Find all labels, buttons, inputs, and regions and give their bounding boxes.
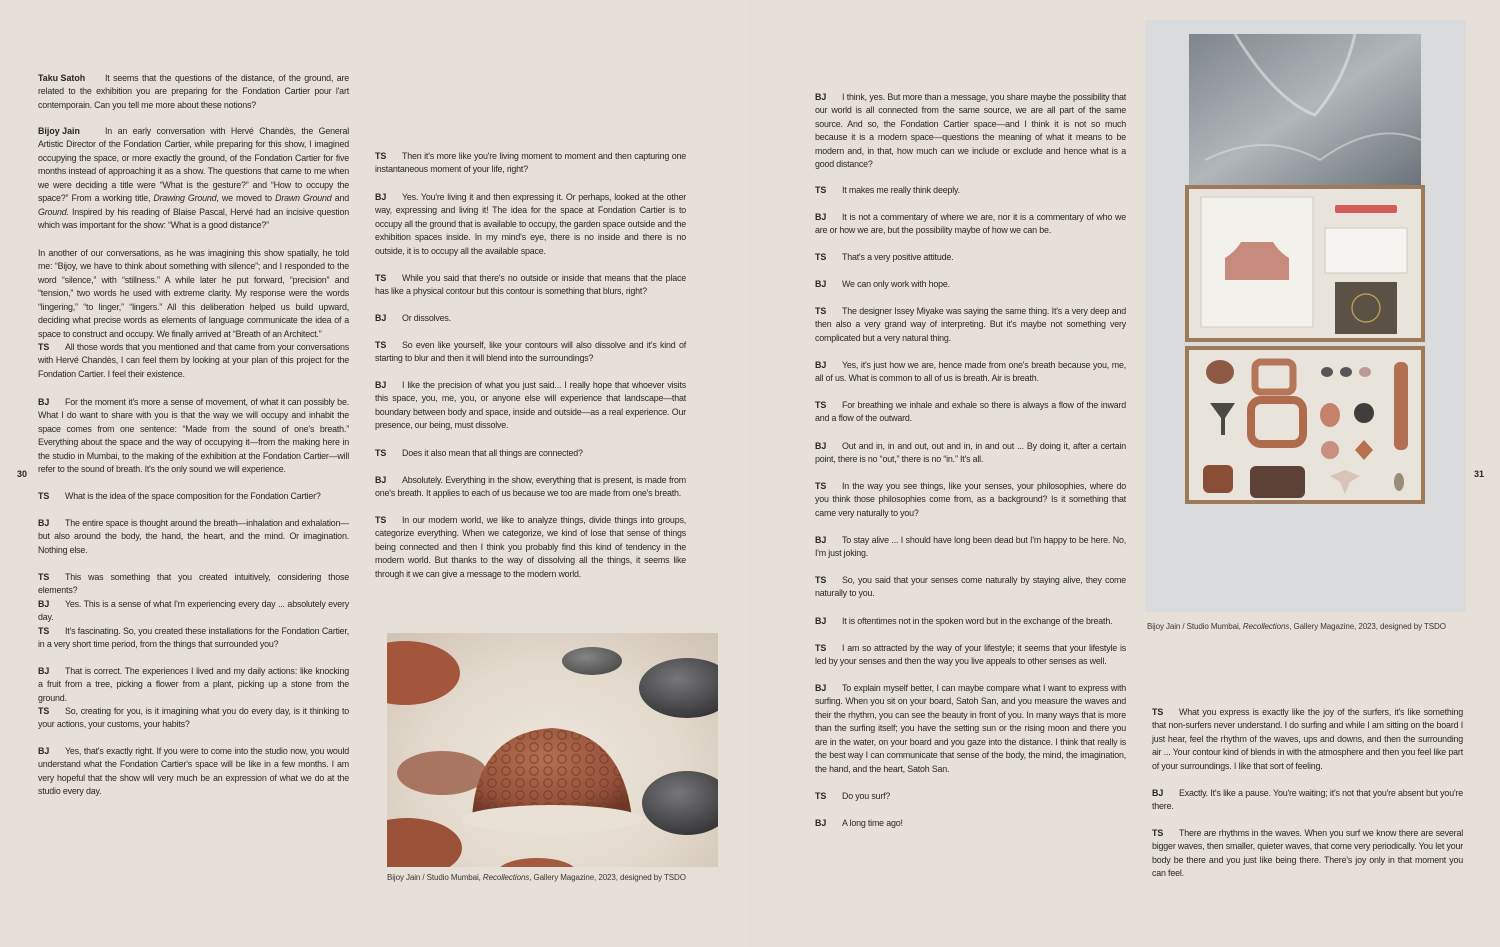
speaker-label: BJ	[38, 518, 50, 528]
speaker-label: BJ	[815, 818, 827, 828]
paragraph-text: So, you said that your senses come naturally by staying alive, they come naturally to you.	[815, 575, 1126, 599]
interview-paragraph	[38, 598, 349, 625]
speaker-label: BJ	[815, 360, 827, 370]
interview-paragraph	[815, 91, 1126, 172]
speaker-label: BJ	[375, 475, 387, 485]
paragraph-text: It is not a commentary of where we are, nor it is a commentary of who we are or how we are, but the possibility maybe of how we can be.	[815, 212, 1126, 236]
paragraph-text: In another of our conversations, as he was imagining this show spatially, he told me: “Bijoy, we have to think about something with silence”; and I responded to the word “silence,” with “stillness.” A while later he put forward, “precision” and “tension,” two words he used with extreme clarity. My response were the words “lingering,” “to linger,” “lingers.” All this deliberation helped us build upward, deciding what precise words as elements of language communicate the idea of a space to construct and occupy. We finally arrived at “Breath of an Architect.”	[38, 248, 349, 339]
paragraph-text: Yes. This is a sense of what I'm experiencing every day ... absolutely every day.	[38, 599, 349, 623]
interview-paragraph	[815, 251, 1126, 264]
speaker-label: BJ	[815, 441, 827, 451]
speaker-label: TS	[38, 491, 50, 501]
paragraph-text: A long time ago!	[842, 818, 903, 828]
paragraph-text: Exactly. It's like a pause. You're waiting; it's not that you're absent but you're there.	[1152, 788, 1463, 812]
interview-paragraph	[815, 359, 1126, 386]
interview-paragraph	[375, 150, 686, 177]
paragraph-text: In our modern world, we like to analyze things, divide things into groups, categorize everything. When we categorize, we kind of lose that sense of things being connected and then I think you probably find this kind of tendency in the modern world. But thanks to the way of dissolving all the things, it seems like through it we can give a message to the modern world.	[375, 515, 686, 579]
interview-paragraph	[815, 615, 1126, 628]
italic-title: Drawing Ground	[153, 193, 217, 204]
photo-clay-stones-in-sand	[387, 633, 718, 867]
speaker-label: BJ	[375, 380, 387, 390]
speaker-label: BJ	[375, 313, 387, 323]
paragraph-text: Does it also mean that all things are connected?	[402, 448, 583, 458]
speaker-label: TS	[815, 791, 827, 801]
caption-title: Recollections	[482, 873, 530, 882]
speaker-label: TS	[815, 575, 827, 585]
interview-paragraph	[375, 379, 686, 433]
paragraph-text: I am so attracted by the way of your lifestyle; it seems that your lifestyle is led by your senses and then the way you live appeals to other senses as well.	[815, 643, 1126, 667]
paragraph-text: Out and in, in and out, out and in, in and out ... By doing it, after a certain point, there is no “out,” there is no “in.” It's all.	[815, 441, 1126, 465]
paragraph-text: The entire space is thought around the breath—inhalation and exhalation—but also around the body, the hand, the heart, and the mind. Or imagination. Nothing else.	[38, 518, 349, 555]
paragraph-text: It is oftentimes not in the spoken word but in the exchange of the breath.	[842, 616, 1113, 626]
interview-paragraph	[375, 447, 686, 460]
paragraph-text: It makes me really think deeply.	[842, 185, 960, 195]
interview-paragraph	[815, 790, 1126, 803]
interview-paragraph	[375, 339, 686, 366]
paragraph-text: It's fascinating. So, you created these installations for the Fondation Cartier, in a very short time period, from the things that surrounded you?	[38, 626, 349, 650]
paragraph-text: That is correct. The experiences I lived and my daily actions: like knocking a fruit from a tree, picking a flower from a plant, picking up a stone from the ground.	[38, 666, 349, 703]
speaker-label: TS	[815, 481, 827, 491]
paragraph-text: This was something that you created intuitively, considering those elements?	[38, 572, 349, 596]
interview-paragraph	[38, 665, 349, 705]
interview-paragraph	[38, 396, 349, 477]
speaker-label: BJ	[38, 599, 50, 609]
interview-paragraph	[375, 191, 686, 258]
paragraph-text: The designer Issey Miyake was saying the same thing. It's a very deep and then also a very grand way of interpreting. But it's maybe not something very complicated but a very natural thing.	[815, 306, 1126, 343]
caption-details: , Gallery Magazine, 2023, designed by TSDO	[529, 873, 686, 882]
paragraph-text: Or dissolves.	[402, 313, 451, 323]
paragraph-text: That's a very positive attitude.	[842, 252, 954, 262]
interview-paragraph	[815, 399, 1126, 426]
page-number-right: 31	[1474, 469, 1485, 479]
interview-paragraph	[815, 184, 1126, 197]
paragraph-text: While you said that there's no outside or inside that means that the place has like a physical contour but this contour is something that blurs, right?	[375, 273, 686, 297]
paragraph-text: So, creating for you, is it imagining what you do every day, is it thinking to your actions, your customs, your habits?	[38, 706, 349, 730]
speaker-label: TS	[815, 400, 827, 410]
interview-paragraph	[375, 272, 686, 299]
paragraph-text: Absolutely. Everything in the show, everything that is present, is made from one's breath. It applies to each of us because we too are made from one's breath.	[375, 475, 686, 499]
interview-paragraph	[815, 642, 1126, 669]
interview-paragraph	[38, 341, 349, 381]
interview-paragraph	[815, 305, 1126, 345]
recollections-box-illustration	[1145, 20, 1466, 612]
interview-paragraph	[815, 534, 1126, 561]
speaker-label: BJ	[375, 192, 387, 202]
interview-paragraph	[815, 574, 1126, 601]
speaker-label: TS	[375, 151, 387, 161]
paragraph-text: Inspired by his reading of Blaise Pascal, Hervé had an incisive question which was important for the show: “What is a good distance?”	[38, 206, 349, 231]
paragraph-text: What is the idea of the space composition for the Fondation Cartier?	[65, 491, 321, 501]
interview-paragraph	[375, 474, 686, 501]
speaker-label: TS	[815, 306, 827, 316]
speaker-label: BJ	[815, 212, 827, 222]
paragraph-text: Do you surf?	[842, 791, 891, 801]
caption-title: Recollections	[1242, 622, 1290, 631]
paragraph-text: and	[331, 193, 349, 204]
speaker-label: TS	[815, 643, 827, 653]
interview-paragraph	[375, 514, 686, 581]
paragraph-text: To explain myself better, I can maybe compare what I want to express with surfing. When you sit on your board, Satoh San, and you measure the waves and their the rhythm, you can see the beauty in front of you. In many ways that is more than the surfing itself; you have the setting sun or the rising moon and there you are in the water, on your board and you gaze into the distance. I think that really is the best way I can communicate that sense of the body, the mind, the imagination, the hand, and the heart, Satoh San.	[815, 683, 1126, 774]
paragraph-text: All those words that you mentioned and that came from your conversations with Hervé Chandès, I can feel them by looking at your plan of this project for the Fondation Cartier. I feel their existence.	[38, 342, 349, 379]
paragraph-text: Then it's more like you're living moment to moment and then capturing one instantaneous moment of your life, right?	[375, 151, 686, 175]
interview-paragraph	[815, 278, 1126, 291]
paragraph-text: In an early conversation with Hervé Chandès, the General Artistic Director of the Fondation Cartier, while preparing for this show, I imagined occupying the space, or more exactly the ground, of the Fondation Cartier for five months instead of approaching it as a show. The questions that came to me when we were deciding a title were “What is the gesture?” and “How to occupy the space?” From a working title,	[38, 126, 349, 204]
speaker-label: TS	[375, 273, 387, 283]
speaker-label: TS	[375, 448, 387, 458]
speaker-label: TS	[1152, 707, 1164, 717]
speaker-label: TS	[375, 340, 387, 350]
interview-paragraph	[38, 247, 349, 341]
interview-paragraph	[375, 312, 686, 325]
interview-paragraph	[38, 490, 349, 503]
speaker-label: TS	[38, 572, 50, 582]
speaker-label: TS	[38, 626, 50, 636]
interview-paragraph	[815, 817, 1126, 830]
speaker-label: BJ	[1152, 788, 1164, 798]
interview-paragraph	[815, 211, 1126, 238]
paragraph-text: I like the precision of what you just said... I really hope that whoever visits this space, you, me, you, or anyone else will experience that landscape—that boundary between body and space, inside and outside—as a real experience. Our presence, our being, must dissolve.	[375, 380, 686, 431]
speaker-label: TS	[38, 706, 50, 716]
speaker-label: BJ	[38, 666, 50, 676]
interview-paragraph	[815, 480, 1126, 520]
speaker-label: BJ	[815, 92, 827, 102]
paragraph-text: I think, yes. But more than a message, you share maybe the possibility that our world is all connected from the same source, we are all part of the same source. And so, the Fondation Cartier space—and I think it is not so much because it is a modern space—questions the meaning of what it means to be modern and, in that, how much can we include or exclude and hence what is a good distance?	[815, 92, 1126, 170]
speaker-label: BJ	[815, 616, 827, 626]
interview-paragraph	[38, 72, 349, 112]
speaker-label: TS	[1152, 828, 1164, 838]
interview-paragraph	[38, 125, 349, 233]
interview-paragraph	[1152, 706, 1463, 773]
paragraph-text: It seems that the questions of the distance, of the ground, are related to the exhibition you are preparing for the Fondation Cartier pour l'art contemporain. Can you tell me more about these notions?	[38, 73, 349, 110]
speaker-label: Bijoy Jain	[38, 126, 80, 136]
clay-dome-illustration	[387, 633, 718, 867]
speaker-label: TS	[815, 252, 827, 262]
paragraph-text: Yes, that's exactly right. If you were to come into the studio now, you would understand what the Fondation Cartier's space will be like in a few months. I am very hopeful that the show will very much be an expression of what we do at the studio every day.	[38, 746, 349, 797]
speaker-label: TS	[815, 185, 827, 195]
paragraph-text: We can only work with hope.	[842, 279, 950, 289]
paragraph-text: In the way you see things, like your senses, your philosophies, where do you think those philosophies come from, as a background? Is it something that came very naturally to you?	[815, 481, 1126, 518]
speaker-label: BJ	[38, 746, 50, 756]
speaker-label: Taku Satoh	[38, 73, 86, 83]
caption-details: , Gallery Magazine, 2023, designed by TSDO	[1289, 622, 1446, 631]
speaker-label: BJ	[815, 683, 827, 693]
box-photo-caption	[1147, 622, 1446, 631]
interview-paragraph	[1152, 827, 1463, 881]
photo-recollections-box	[1145, 20, 1466, 612]
interview-paragraph	[38, 745, 349, 799]
italic-title: Drawn Ground	[275, 193, 332, 204]
speaker-label: BJ	[815, 279, 827, 289]
paragraph-text: , we moved to	[216, 193, 276, 204]
page-number-left: 30	[17, 469, 28, 479]
paragraph-text: For the moment it's more a sense of movement, of what it can possibly be. What I do want to share with you is that the way we will occupy and inhabit the space comes from one sentence: “Made from the sound of one's breath.” Everything about the space and the way of occupying it—from the making here in the studio in Mumbai, to the making of the exhibition at the Fondation Cartier—will refer to the sound of breath. It's the only sound we will experience.	[38, 397, 349, 475]
paragraph-text: For breathing we inhale and exhale so there is always a flow of the inward and a flow of the outward.	[815, 400, 1126, 424]
paragraph-text: There are rhythms in the waves. When you surf we know there are several bigger waves, then smaller, quieter waves, that come very periodically. You let your body be there and you just like being there. There's joy only in that moment you can feel.	[1152, 828, 1463, 879]
caption-credit: Bijoy Jain / Studio Mumbai,	[387, 873, 483, 882]
paragraph-text: Yes. You're living it and then expressing it. Or perhaps, looked at the other way, expressing and living it! The idea for the space at Fondation Cartier is to occupy all the ground that is available to occupy, the garden space outside and the exhibition spaces inside. In my mind's eye, there is no inside and there is no outside, it is to occupy all the available space.	[375, 192, 686, 256]
paragraph-text: To stay alive ... I should have long been dead but I'm happy to be here. No, I'm just joking.	[815, 535, 1126, 559]
interview-paragraph	[38, 571, 349, 598]
interview-paragraph	[38, 517, 349, 557]
book-gutter	[749, 0, 751, 947]
paragraph-text: Yes, it's just how we are, hence made from one's breath because you, me, all of us. What is common to all of us is breath. Air is breath.	[815, 360, 1126, 384]
caption-credit: Bijoy Jain / Studio Mumbai,	[1147, 622, 1243, 631]
italic-title: Ground.	[38, 206, 69, 217]
speaker-label: BJ	[815, 535, 827, 545]
speaker-label: TS	[375, 515, 387, 525]
interview-paragraph	[38, 625, 349, 652]
interview-paragraph	[1152, 787, 1463, 814]
speaker-label: BJ	[38, 397, 50, 407]
paragraph-text: So even like yourself, like your contours will also dissolve and it's kind of starting to blur and then it will blend into the surroundings?	[375, 340, 686, 364]
interview-paragraph	[815, 440, 1126, 467]
interview-paragraph	[815, 682, 1126, 776]
paragraph-text: What you express is exactly like the joy of the surfers, it's like something that non-surfers never understand. I do surfing and while I am sitting on the board I just hear, feel the rhythm of the waves, ups and downs, and then the surrounding air ... Your contour kind of blends in with the atmosphere and then you feel like part of your surroundings. I like that sort of feeling.	[1152, 707, 1463, 771]
sand-photo-caption	[387, 873, 686, 882]
interview-paragraph	[38, 705, 349, 732]
speaker-label: TS	[38, 342, 50, 352]
